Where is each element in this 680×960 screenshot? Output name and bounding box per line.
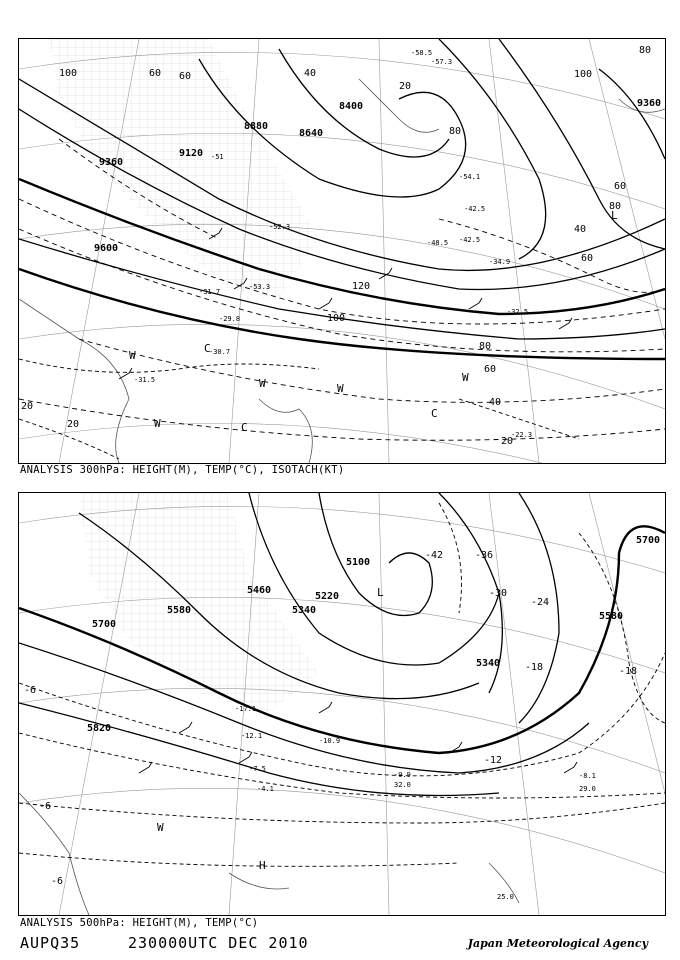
height-label: 8640 [299, 128, 324, 139]
isotach-label: 20 [21, 401, 34, 412]
temp-label: -12 [484, 755, 503, 766]
isotach-label: 80 [449, 126, 462, 137]
station-label: -9.9 [394, 771, 411, 779]
agency-name: Japan Meteorological Agency [467, 937, 648, 950]
temp-label: -48.5 [427, 239, 449, 247]
temp-label: -22.3 [511, 431, 533, 439]
height-label: 5580 [167, 605, 192, 616]
height-label: 9600 [94, 243, 119, 254]
temp-label: -54.1 [459, 173, 481, 181]
temp-label: -34.9 [489, 258, 511, 266]
temp-label: -42.5 [459, 236, 481, 244]
low-symbol: L [377, 586, 384, 599]
cold-symbol: C [204, 342, 211, 355]
low-symbol: L [611, 209, 618, 222]
height-label: 5340 [292, 605, 317, 616]
station-label: -4.1 [257, 785, 274, 793]
height-label: 5700 [636, 535, 661, 546]
height-label: 5700 [92, 619, 117, 630]
isotach-label: 60 [614, 181, 627, 192]
height-label: 8880 [244, 121, 269, 132]
isotach-label: 20 [399, 81, 412, 92]
station-label: -10.9 [319, 737, 341, 745]
isotach-label: 20 [501, 436, 514, 447]
height-label: 9360 [99, 157, 124, 168]
warm-symbol: W [157, 821, 164, 834]
height-label: 8400 [339, 101, 364, 112]
valid-time: 230000UTC DEC 2010 [128, 934, 309, 952]
isotach-label: 40 [489, 397, 502, 408]
temp-label: -53.3 [249, 283, 271, 291]
caption-500hpa: ANALYSIS 500hPa: HEIGHT(M), TEMP(°C) [20, 917, 259, 929]
warm-symbol: W [129, 349, 136, 362]
isotach-label: 60 [581, 253, 594, 264]
isotach-label: 60 [179, 71, 192, 82]
warm-symbol: W [462, 371, 469, 384]
temp-label: -18 [525, 662, 544, 673]
station-label: -17.1 [235, 705, 257, 713]
temp-label: -30 [489, 588, 508, 599]
station-label: 29.0 [579, 785, 596, 793]
height-label: 5580 [599, 611, 624, 622]
hatched-area [79, 493, 319, 713]
temp-label: -36 [475, 550, 494, 561]
isotach-label: 40 [574, 224, 587, 235]
isotach-label: 60 [149, 68, 162, 79]
map-300hpa [18, 38, 666, 464]
isotach-label: 100 [59, 68, 78, 79]
height-label: 5340 [476, 658, 501, 669]
isotach-label: 120 [352, 281, 371, 292]
warm-symbol: W [259, 377, 266, 390]
height-label: 5820 [87, 723, 112, 734]
isotach-label: 60 [484, 364, 497, 375]
temp-label: -57.3 [431, 58, 453, 66]
caption-300hpa: ANALYSIS 300hPa: HEIGHT(M), TEMP(°C), ISOTACH(KT) [20, 464, 345, 476]
temp-label: -58.5 [411, 49, 433, 57]
warm-symbol: W [154, 417, 161, 430]
station-label: 25.0 [497, 893, 514, 901]
temp-label: -6 [39, 801, 52, 812]
height-label: 5220 [315, 591, 340, 602]
isotach-label: 100 [327, 313, 346, 324]
temp-label: -31.5 [134, 376, 156, 384]
temp-label: -52.3 [269, 223, 291, 231]
isotach-label: 80 [609, 201, 622, 212]
map-300hpa-svg [19, 39, 665, 463]
temp-label: -51 [211, 153, 224, 161]
station-label: 32.0 [394, 781, 411, 789]
height-label: 9120 [179, 148, 204, 159]
map-500hpa-svg [19, 493, 665, 915]
high-symbol: H [259, 859, 266, 872]
station-label: -8.1 [579, 772, 596, 780]
chart-code: AUPQ35 [20, 934, 81, 952]
height-label: 5100 [346, 557, 371, 568]
map-500hpa [18, 492, 666, 916]
station-label: -12.1 [241, 732, 263, 740]
temp-label: -31.7 [199, 288, 221, 296]
warm-symbol: W [337, 382, 344, 395]
isotach-label: 80 [639, 45, 652, 56]
temp-label: -29.8 [219, 315, 241, 323]
cold-symbol: C [241, 421, 248, 434]
temp-label: -30.7 [209, 348, 231, 356]
temp-label: -18 [619, 666, 638, 677]
temp-label: -42 [425, 550, 444, 561]
isotach-label: 100 [574, 69, 593, 80]
temp-label: -32.5 [507, 308, 529, 316]
station-label: -7.5 [249, 765, 266, 773]
height-label: 5460 [247, 585, 272, 596]
temp-label: -24 [531, 597, 550, 608]
temp-label: -42.5 [464, 205, 486, 213]
height-label: 9360 [637, 98, 662, 109]
isotach-label: 20 [67, 419, 80, 430]
temp-label: -6 [24, 685, 37, 696]
cold-symbol: C [431, 407, 438, 420]
station-label-group [235, 705, 596, 901]
isotach-label: 80 [479, 341, 492, 352]
temp-label: -6 [51, 876, 64, 887]
isotach-label: 40 [304, 68, 317, 79]
